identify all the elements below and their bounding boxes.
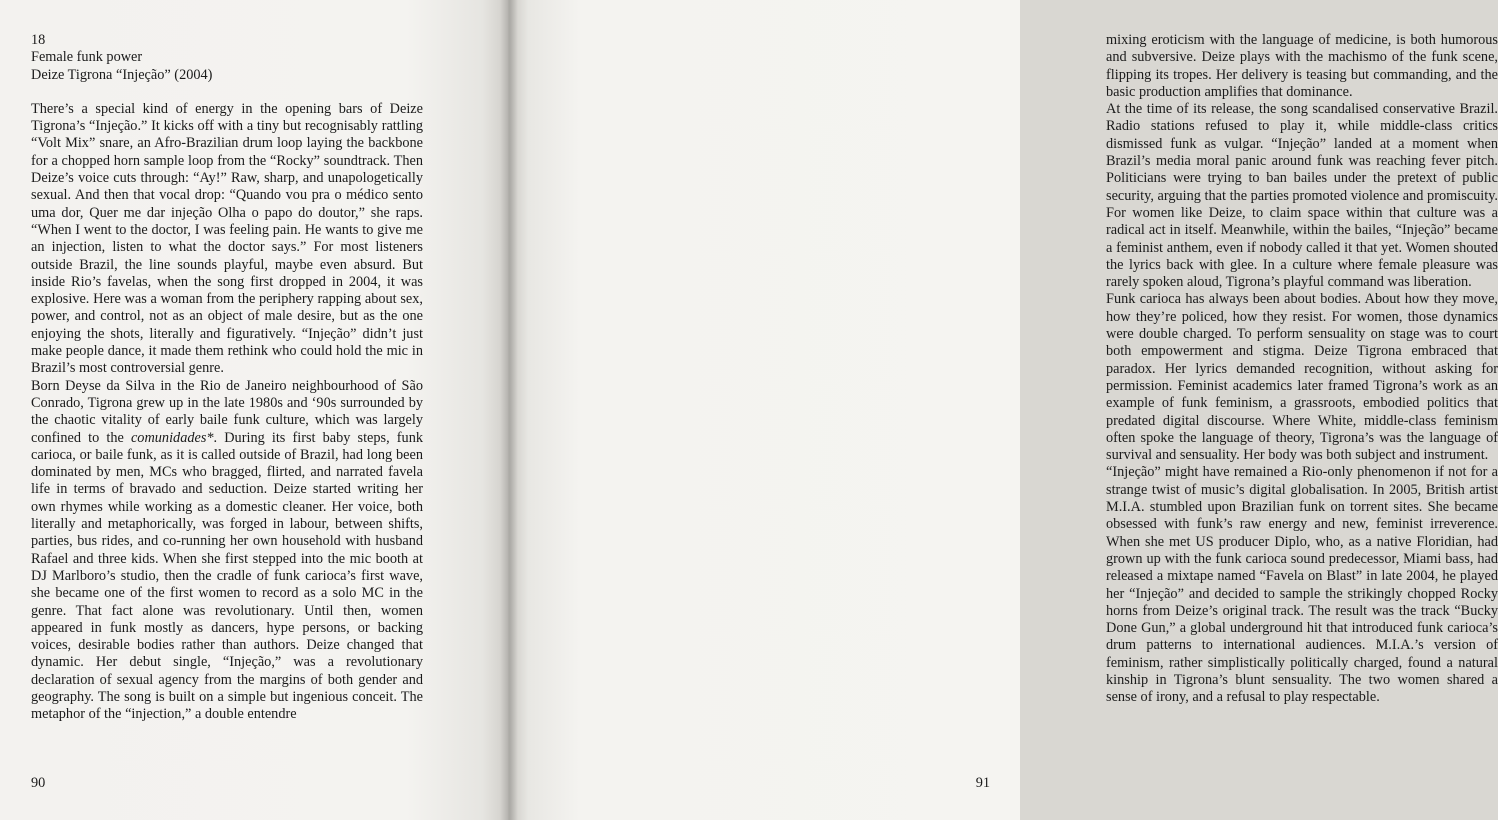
left-page [0, 0, 508, 820]
right-text-column [1106, 32, 1498, 707]
body-paragraph [31, 378, 423, 724]
body-paragraph: There’s a special kind of energy in the opening bars of Deize Tigrona’s “Injeção.” It kicks off with a tiny but recognisably rattling “Volt Mix” snare, an Afro-Brazilian drum loop laying the backbone for a chopped horn sample loop from the “Rocky” soundtrack. Then Deize’s voice cuts through: “Ay!” Raw, sharp, and unapologetically sexual. And then that vocal drop: “Quando vou pra o médico sento uma dor, Quer me dar injeção Olha o papo do doutor,” she raps. “When I went to the doctor, I was feeling pain. He wants to give me an injection, listen to what the doctor says.” For most listeners outside Brazil, the line sounds playful, maybe even absurd. But inside Rio’s favelas, when the song first dropped in 2004, it was explosive. Here was a woman from the periphery rapping about sex, power, and control, not as an object of male desire, but as the one enjoying the shots, literally and figuratively. “Injeção” didn’t just make people dance, it made them rethink who could hold the mic in Brazil’s most controversial genre. [31, 100, 423, 377]
chapter-number: 18 [31, 32, 46, 48]
body-paragraph: mixing eroticism with the language of medicine, is both humorous and subversive. Deize plays with the machismo of the funk scene, flipping its tropes. Her delivery is teasing but commanding, and the basic production amplifies that dominance. [1106, 32, 1498, 100]
body-paragraph: Funk carioca has always been about bodies. About how they move, how they’re policed, how they resist. For women, those dynamics were double charged. To perform sensuality on stage was to court both empowerment and stigma. Deize Tigrona embraced that paradox. Her lyrics demanded recognition, without asking for permission. Feminist academics later framed Tigrona’s work as an example of funk feminism, a grassroots, embodied politics that predated digital discourse. Where White, middle-class feminism often spoke the language of theory, Tigrona’s was the language of survival and sensuality. Her body was both subject and instrument. [1106, 291, 1498, 464]
page-number-right: 91 [975, 775, 990, 791]
chapter-header [31, 32, 423, 84]
section-title: Female funk power [31, 49, 143, 66]
paragraph-text: Born Deyse da Silva in the Rio de Janeiro neighbourhood of São Conrado, Tigrona grew up in the late 1980s and ‘90s surrounded by the chaotic vitality of early baile funk culture, which was largely confined to the [31, 377, 423, 446]
body-paragraph: At the time of its release, the song scandalised conservative Brazil. Radio stations refused to play it, while middle-class critics dismissed funk as vulgar. “Injeção” landed at a moment when Brazil’s media moral panic around funk was reaching fever pitch. Politicians were trying to ban bailes under the pretext of public security, arguing that the parties promoted violence and promiscuity. For women like Deize, to claim space within that culture was a radical act in itself. Meanwhile, within the bailes, “Injeção” became a feminist anthem, even if nobody called it that yet. Women shouted the lyrics back with glee. In a culture where female pleasure was rarely spoken aloud, Tigrona’s playful command was liberation. [1106, 101, 1498, 291]
paragraph-text: . During its first baby steps, funk carioca, or baile funk, as it is called outside of Brazil, had long been dominated by men, MCs who bragged, flirted, and narrated favela life in terms of bravado and seduction. Deize started writing her own rhymes while working as a domestic cleaner. Her voice, both literally and metaphorically, was forged in labour, between shifts, parties, bus rides, and co-running her own household with husband Rafael and three kids. When she first stepped into the mic booth at DJ Marlboro’s studio, then the cradle of funk carioca’s first wave, she became one of the first women to record as a solo MC in the genre. That fact alone was revolutionary. Until then, women appeared in funk mostly as dancers, hype persons, or backing voices, desirable bodies rather than authors. Deize changed that dynamic. Her debut single, “Injeção,” was a revolutionary declaration of sexual agency from the margins of both gender and geography. The song is built on a simple but ingenious conceit. The metaphor of the “injection,” a double entendre [31, 429, 424, 723]
body-paragraph: “Injeção” might have remained a Rio-only phenomenon if not for a strange twist of music’s digital globalisation. In 2005, British artist M.I.A. stumbled upon Brazilian funk on torrent sites. She became obsessed with funk’s raw energy and new, feminist irreverence. When she met US producer Diplo, who, as a native Floridian, had grown up with the funk carioca sound predecessor, Miami bass, had released a mixtape named “Favela on Blast” in late 2004, he played her “Injeção” and decided to sample the strikingly chopped Rocky horns from Deize’s original track. The result was the track “Bucky Done Gun,” a global underground hit that introduced funk carioca’s drum patterns to international audiences. M.I.A.’s version of feminism, rather simplistically politically charged, found a natural kinship in Tigrona’s blunt sensuality. The two women shared a sense of irony, and a refusal to play respectable. [1106, 464, 1498, 706]
italic-term: comunidades* [130, 429, 214, 446]
page-number-left: 90 [31, 775, 46, 791]
track-title: Deize Tigrona “Injeção” (2004) [31, 66, 213, 83]
right-page [508, 0, 1498, 820]
left-text-column [31, 32, 423, 724]
